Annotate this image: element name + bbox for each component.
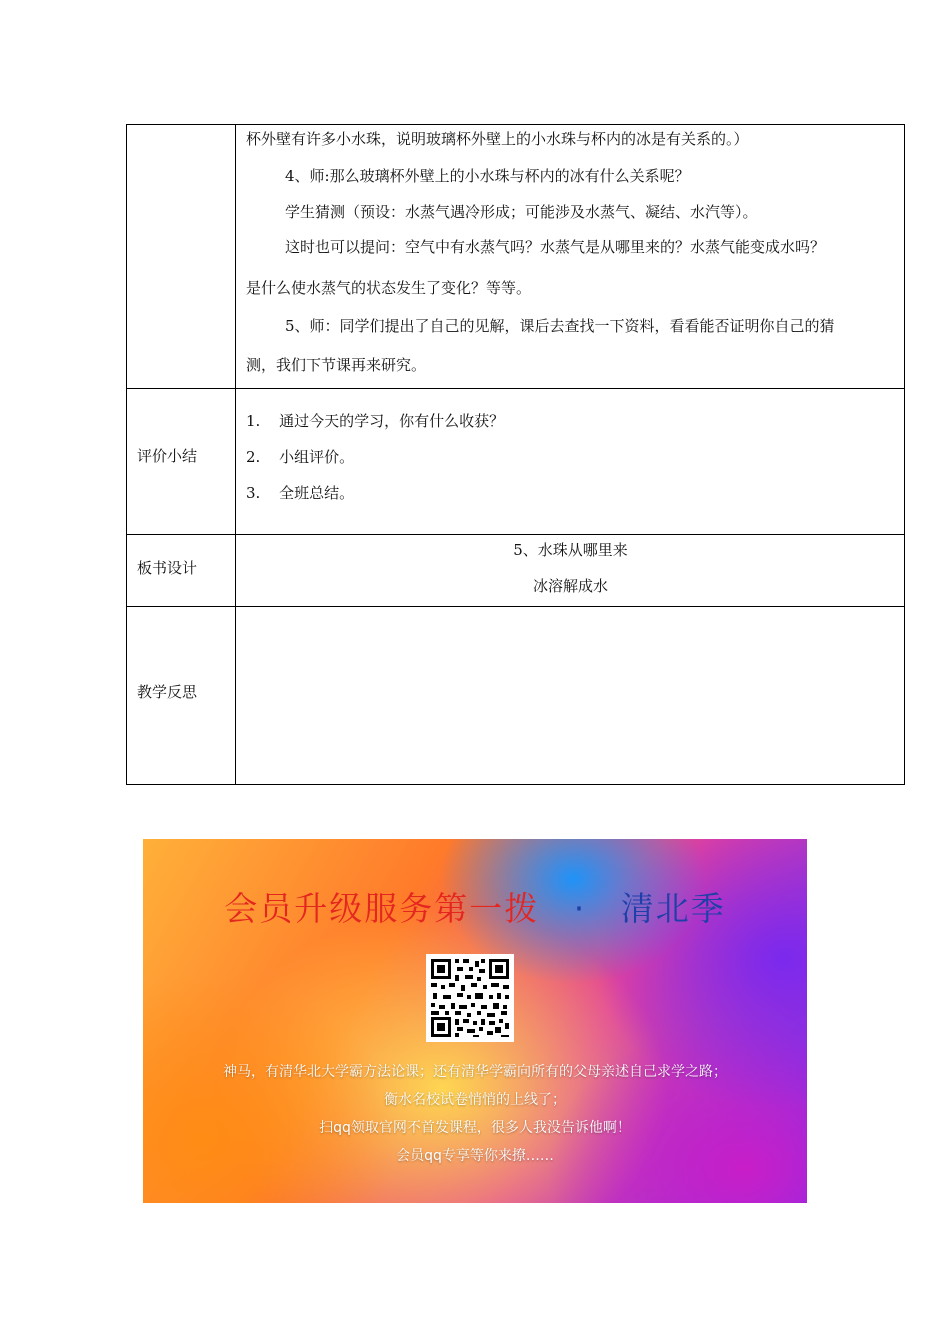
banner-title [143,883,807,930]
row-label-cell [127,389,236,535]
content-line: 5、师：同学们提出了自己的见解，课后去查找一下资料，看看能否证明你自己的猜 [285,317,835,335]
promo-line: 衡水名校试卷悄悄的上线了； [384,1092,566,1108]
row-label: 板书设计 [137,559,198,577]
row-label-cell [127,535,236,607]
promo-line: 神马，有清华北大学霸方法论课；还有清华学霸向所有的父母亲述自己求学之路； [223,1064,727,1080]
lesson-plan-table [126,124,905,785]
banner-title-main: 会员升级服务第一拨 [224,889,540,928]
row-label: 评价小结 [137,447,198,465]
list-item [246,446,354,467]
promo-line: 会员qq专享等你来撩…… [396,1148,554,1164]
table-row [127,535,905,607]
list-item-text: 小组评价。 [279,448,355,466]
row-content-cell [236,607,905,785]
list-item-number: 1. [246,412,261,430]
table-row [127,389,905,535]
content-line: 是什么使水蒸气的状态发生了变化？等等。 [246,279,532,297]
qr-code-graphic [429,957,511,1039]
content-line: 测，我们下节课再来研究。 [246,356,427,374]
list-item-number: 2. [246,448,261,466]
row-label-cell [127,607,236,785]
content-line: 4、师:那么玻璃杯外壁上的小水珠与杯内的冰有什么关系呢？ [285,167,690,185]
row-content-cell [236,125,905,389]
table-row [127,125,905,389]
content-line: 这时也可以提问：空气中有水蒸气吗？水蒸气是从哪里来的？水蒸气能变成水吗？ [285,238,826,256]
row-content-cell [236,389,905,535]
promo-line: 扫qq领取官网不首发课程，很多人我没告诉他啊！ [319,1120,631,1136]
board-title: 5、水珠从哪里来 [513,541,628,559]
list-item [246,410,504,431]
list-item [246,482,354,503]
list-item-text: 全班总结。 [279,484,355,502]
banner-title-separator: · [573,889,587,928]
banner-title-season: 清北季 [620,889,726,928]
content-line: 学生猜测（预设：水蒸气遇冷形成；可能涉及水蒸气、凝结、水汽等）。 [285,203,758,221]
list-item-text: 通过今天的学习，你有什么收获？ [279,412,505,430]
row-label-cell [127,125,236,389]
table-row [127,607,905,785]
board-line: 冰溶解成水 [532,577,608,595]
row-content-cell [236,535,905,607]
content-line: 杯外壁有许多小水珠，说明玻璃杯外壁上的小水珠与杯内的冰是有关系的。） [246,130,749,148]
row-label: 教学反思 [137,683,198,701]
promo-banner [143,839,807,1203]
list-item-number: 3. [246,484,261,502]
qr-code-icon[interactable] [426,954,514,1042]
